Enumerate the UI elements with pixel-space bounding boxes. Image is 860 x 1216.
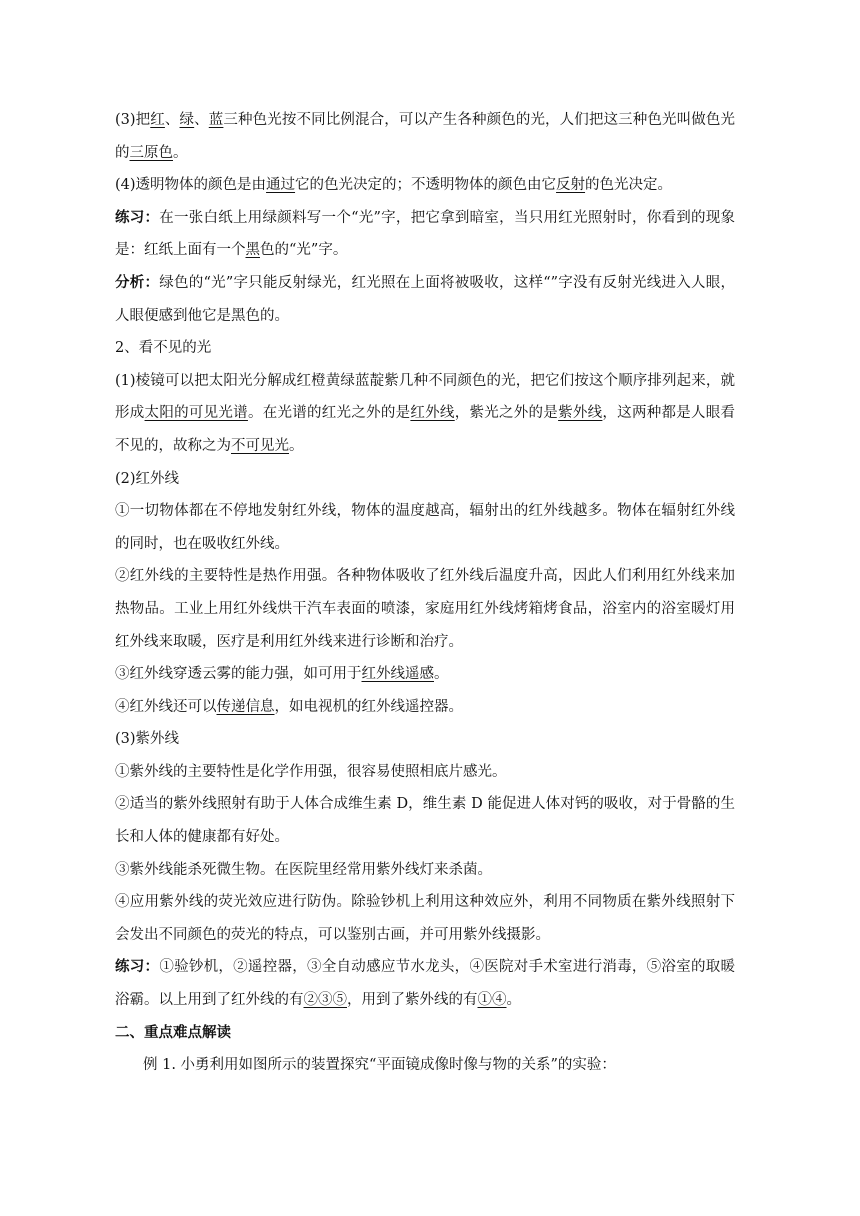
underlined-answer: 黑 [245,242,260,259]
text: 色的“光”字。 [260,242,348,259]
underlined-answer: 三原色 [129,144,173,161]
paragraph-object-color [115,169,735,202]
underlined-answer: 红 [150,112,165,128]
text: 、 [194,112,209,128]
text: 绿色的“光”字只能反射绿光，红光照在上面将被吸收，这样“”字没有反射光线进入人眼，人眼便感到他它是黑色的。 [115,274,736,324]
section-heading-key-points: 二、重点难点解读 [115,1023,231,1041]
underlined-answer: 紫外线 [558,405,603,422]
text: 做色光的 [115,112,736,161]
example-1: 例 1. 小勇利用如图所示的装置探究“平面镜成像时像与物的关系”的实验： [143,1057,616,1074]
ultraviolet-point-3: ③紫外线能杀死微生物。在医院里经常用紫外线灯来杀菌。 [115,861,492,878]
text: 在一张白纸上用绿颜料写一个“光”字，把它拿到暗室，当只用红光照射时，你看到的现象是：红纸上面有一个 [115,209,735,259]
ultraviolet-point-4: ④应用紫外线的荧光效应进行防伪。除验钞机上利用这种效应外，利用不同物质在紫外线照射下会发出不同颜色的荧光的特点，可以鉴别古画，并可用紫外线摄影。 [115,894,735,943]
text: ①验钞机，②遥控器，③全自动感应节水龙头，④医院对手术室进行消毒，⑤浴室的取暖浴霸。以上用到了红外线的有 [115,959,736,1009]
text: 三种色光按不同比例混合，可以产生各种颜色的光，人们把这三种色光叫 [223,112,692,128]
text: 。 [173,144,188,161]
infrared-point-3 [115,658,735,691]
analysis-label: 分析： [115,273,160,291]
infrared-point-2: ②红外线的主要特性是热作用强。各种物体吸收了红外线后温度升高，因此人们利用红外线来加热物品。工业上用红外线烘干汽车表面的喷漆，家庭用红外线烤箱烤食品，浴室内的浴室暖灯用红外线来取暖，医疗是利用红外线来进行诊断和治疗。 [115,568,735,650]
underlined-answer: 传递信息 [216,698,275,715]
underlined-answer: ②③⑤ [303,992,347,1009]
text: 、 [164,112,180,128]
text: ，如电视机的红外线遥控器。 [274,698,463,715]
text: 。在光谱的红光之外的是 [247,405,411,422]
ultraviolet-point-2: ②适当的紫外线照射有助于人体合成维生素 D，维生素 D 能促进人体对钙的吸收，对于骨骼的生长和人体的健康都有好处。 [115,796,735,846]
underlined-answer: 通过 [266,177,296,194]
exercise-label: 练习： [115,208,160,226]
text: ，这两种都是人眼看不见的，故称之为 [115,405,736,454]
document-body [115,104,735,1082]
infrared-point-1: ①一切物体都在不停地发射红外线，物体的温度越高，辐射出的红外线越多。物体在辐射红外线的同时，也在吸收红外线。 [115,503,735,552]
underlined-answer: 不可见光 [231,437,289,454]
text: 。 [434,666,449,683]
infrared-point-4 [115,691,735,724]
subheading-ultraviolet: (3)紫外线 [115,731,180,748]
exercise-label: 练习： [115,958,160,976]
text: 。 [506,992,521,1009]
text: 它的色光决定的；不透明物体的颜色由它 [295,177,557,194]
exercise-1 [115,202,735,267]
subheading-infrared: (2)红外线 [115,470,180,487]
ultraviolet-point-1: ①紫外线的主要特性是化学作用强，很容易使照相底片感光。 [115,763,507,780]
underlined-answer: 绿 [179,112,195,128]
underlined-answer: 红外线遥感 [361,666,434,683]
text: ③红外线穿透云雾的能力强，如可用于 [115,666,362,683]
text: 。 [289,437,304,454]
text: ④红外线还可以 [115,698,217,715]
text: 的色光决定。 [585,177,673,194]
text: (1)棱镜可以把太阳光分解成红橙黄绿蓝靛紫几种不同颜色的光，把它们按这个顺序排列起来，就形成 [115,372,735,422]
underlined-answer: 反射 [556,177,586,194]
paragraph-spectrum [115,365,735,463]
paragraph-primary-colors [115,104,735,169]
text: ，用到了紫外线的有 [347,992,478,1009]
text: (4)透明物体的颜色是由 [115,177,267,194]
analysis [115,267,735,332]
section-heading-invisible-light: 2、看不见的光 [115,340,212,357]
underlined-answer: 红外线 [410,405,455,422]
text: (3)把 [115,112,151,128]
underlined-answer: 太阳的可见光谱 [144,405,248,422]
exercise-2 [115,951,735,1016]
text: ，紫光之外的是 [454,405,559,422]
underlined-answer: ①④ [477,992,507,1009]
underlined-answer: 蓝 [208,112,224,128]
